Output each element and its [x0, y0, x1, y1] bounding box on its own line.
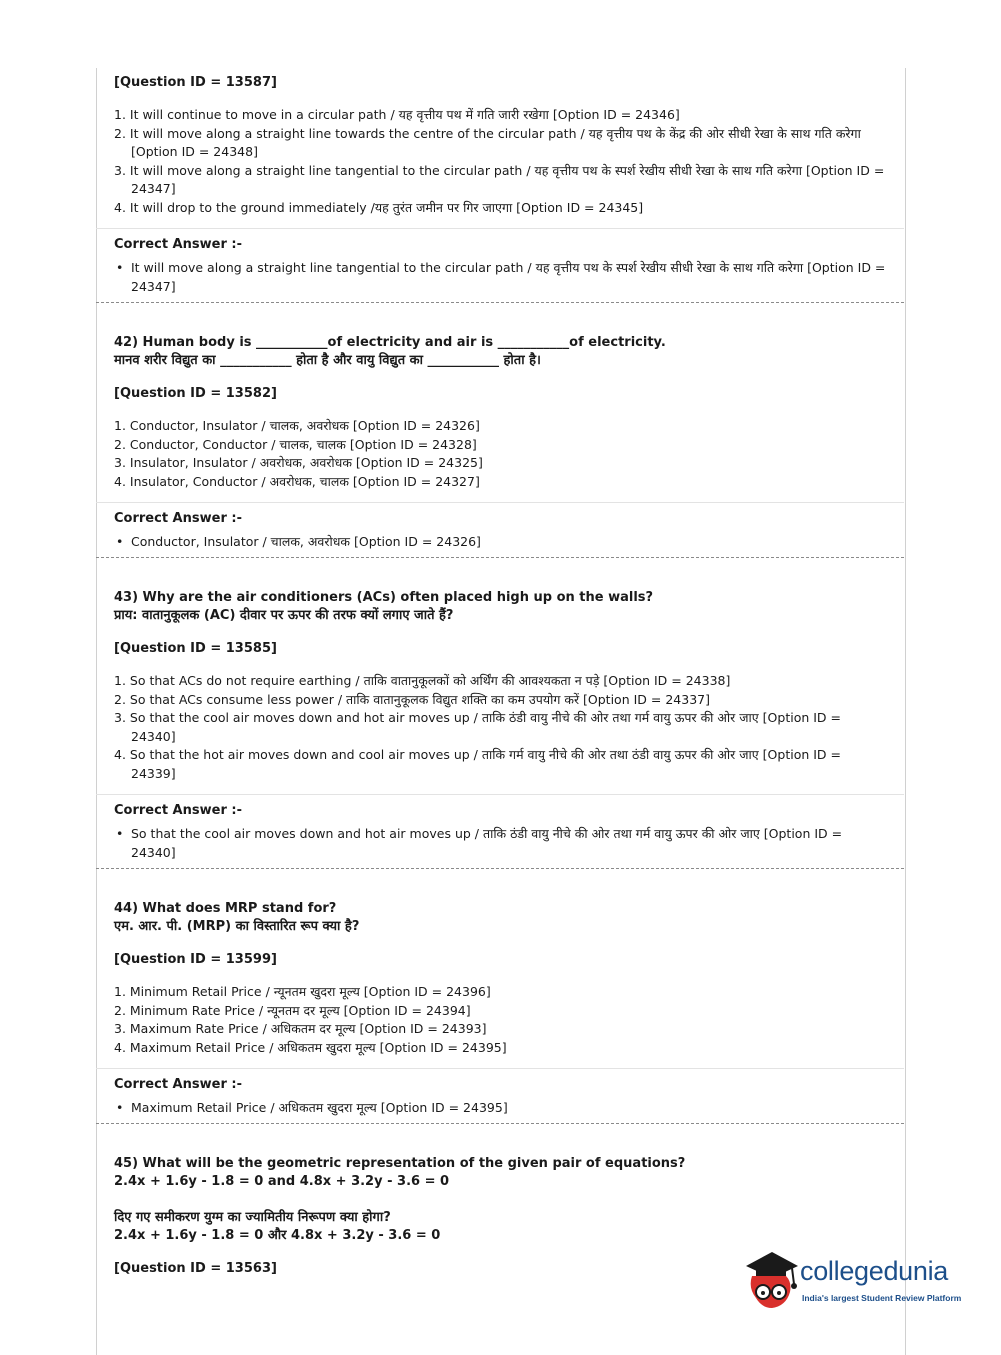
answer-list: [114, 824, 886, 862]
divider: [96, 794, 904, 795]
divider: [96, 502, 904, 503]
option-1: 1. It will continue to move in a circular path / यह वृत्तीय पथ में गति जारी रखेगा [Option ID = 24346]: [114, 107, 680, 122]
answer-heading: Correct Answer :-: [114, 803, 242, 818]
option-4: 4. Maximum Retail Price / अधिकतम खुदरा मूल्य [Option ID = 24395]: [114, 1039, 507, 1055]
question-equation-hi: 2.4x + 1.6y - 1.8 = 0 और 4.8x + 3.2y - 3.6 = 0: [114, 1228, 441, 1243]
options-list: [114, 983, 886, 1057]
question-id: [Question ID = 13582]: [114, 386, 277, 401]
logo-wordmark: collegedunia: [800, 1256, 949, 1286]
question-title-en: 42) Human body is ___________of electricity and air is ___________of electricity.: [114, 335, 666, 350]
correct-answer: • Maximum Retail Price / अधिकतम खुदरा मूल्य [Option ID = 24395]: [114, 1098, 886, 1117]
question-title-en: 44) What does MRP stand for?: [114, 901, 337, 916]
answer-list: [114, 258, 886, 296]
options-list: [114, 106, 886, 217]
question-separator: [96, 557, 904, 558]
option-2: 2. So that ACs consume less power / ताकि वातानुकूलक विद्युत शक्ति का कम उपयोग करें [Option ID = 24337]: [114, 691, 710, 707]
answer-heading: Correct Answer :-: [114, 1077, 242, 1092]
answer-list: [114, 532, 886, 551]
question-id: [Question ID = 13563]: [114, 1261, 277, 1276]
question-title-hi: प्राय: वातानुकूलक (AC) दीवार पर ऊपर की तरफ क्यों लगाए जाते हैं?: [114, 608, 454, 623]
option-1: 1. So that ACs do not require earthing / ताकि वातानुकूलकों को अर्थिंग की आवश्यकता न पड़े [Option ID = 24338]: [114, 673, 731, 688]
answer-heading: Correct Answer :-: [114, 237, 242, 252]
question-title-hi: एम. आर. पी. (MRP) का विस्तारित रूप क्या है?: [114, 919, 360, 934]
option-2: 2. Minimum Rate Price / न्यूनतम दर मूल्य [Option ID = 24394]: [114, 1002, 471, 1018]
option-1: 1. Minimum Retail Price / न्यूनतम खुदरा मूल्य [Option ID = 24396]: [114, 984, 491, 999]
question-42-block: [96, 334, 904, 491]
option-1: 1. Conductor, Insulator / चालक, अवरोधक [Option ID = 24326]: [114, 418, 480, 433]
option-4: 4. So that the hot air moves down and cool air moves up / ताकि गर्म वायु नीचे की ओर तथा ठंडी वायु ऊपर की ओर जाए [Option ID = 24339]: [114, 747, 841, 781]
graduate-mascot-icon: [742, 1248, 800, 1312]
options-list: [114, 417, 886, 491]
question-43-block: [96, 589, 904, 783]
question-equation-en: 2.4x + 1.6y - 1.8 = 0 and 4.8x + 3.2y - 3.6 = 0: [114, 1174, 450, 1189]
option-4: 4. Insulator, Conductor / अवरोधक, चालक [Option ID = 24327]: [114, 473, 480, 489]
option-2: 2. Conductor, Conductor / चालक, चालक [Option ID = 24328]: [114, 436, 477, 452]
correct-answer: • Conductor, Insulator / चालक, अवरोधक [Option ID = 24326]: [114, 532, 886, 551]
answer-heading: Correct Answer :-: [114, 511, 242, 526]
correct-answer: • So that the cool air moves down and hot air moves up / ताकि ठंडी वायु नीचे की ओर तथा गर्म वायु ऊपर की ओर जाए [Option ID = 24340]: [114, 824, 886, 862]
divider: [96, 228, 904, 229]
answer-list: [114, 1098, 886, 1117]
option-3: 3. Maximum Rate Price / अधिकतम दर मूल्य [Option ID = 24393]: [114, 1021, 487, 1036]
answer-44-block: [96, 1076, 904, 1117]
question-separator: [96, 1123, 904, 1124]
question-id: [Question ID = 13599]: [114, 952, 277, 967]
option-4: 4. It will drop to the ground immediately /यह तुरंत जमीन पर गिर जाएगा [Option ID = 24345]: [114, 199, 644, 215]
options-list: [114, 672, 886, 783]
option-3: 3. So that the cool air moves down and hot air moves up / ताकि ठंडी वायु नीचे की ओर तथा गर्म वायु ऊपर की ओर जाए [Option ID = 24340]: [114, 710, 841, 744]
option-3: 3. Insulator, Insulator / अवरोधक, अवरोधक [Option ID = 24325]: [114, 455, 483, 470]
collegedunia-logo: [742, 1248, 974, 1312]
question-id: [Question ID = 13585]: [114, 641, 277, 656]
option-3: 3. It will move along a straight line tangential to the circular path / यह वृत्तीय पथ के स्पर्श रेखीय सीधी रेखा के साथ गति करेगा [Option ID = 24347]: [114, 162, 885, 196]
option-2: 2. It will move along a straight line towards the centre of the circular path / यह वृत्तीय पथ के केंद्र की ओर सीधी रेखा के साथ गति करेगा [Option ID = 24348]: [114, 125, 861, 159]
question-title-hi: दिए गए समीकरण युग्म का ज्यामितीय निरूपण क्या होगा?: [114, 1210, 391, 1225]
question-title-en: 43) Why are the air conditioners (ACs) often placed high up on the walls?: [114, 590, 654, 605]
correct-answer: • It will move along a straight line tangential to the circular path / यह वृत्तीय पथ के स्पर्श रेखीय सीधी रेखा के साथ गति करेगा [Option ID = 24347]: [114, 258, 886, 296]
question-id: [Question ID = 13587]: [114, 75, 277, 90]
question-title-en: 45) What will be the geometric representation of the given pair of equations?: [114, 1156, 686, 1171]
answer-42-block: [96, 510, 904, 551]
logo-tagline: India's largest Student Review Platform: [802, 1293, 962, 1303]
question-separator: [96, 302, 904, 303]
question-title-hi: मानव शरीर विद्युत का ___________ होता है और वायु विद्युत का ___________ होता है।: [114, 353, 541, 368]
answer-41-block: [96, 236, 904, 296]
question-41-block: [96, 74, 904, 217]
question-separator: [96, 868, 904, 869]
divider: [96, 1068, 904, 1069]
question-44-block: [96, 900, 904, 1057]
answer-43-block: [96, 802, 904, 862]
